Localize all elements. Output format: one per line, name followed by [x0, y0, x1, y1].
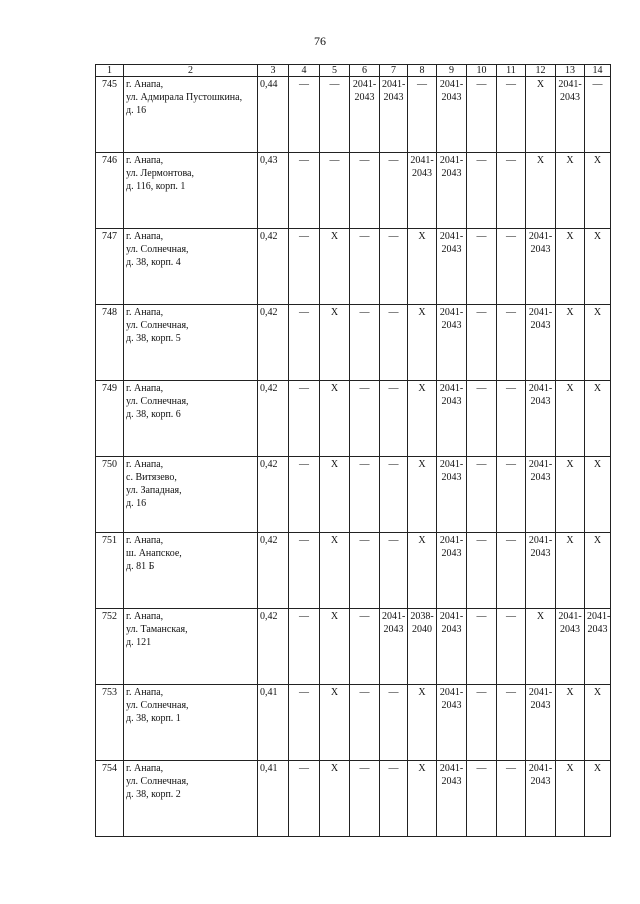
period-cell: — — [350, 609, 380, 685]
period-cell: X — [556, 229, 585, 305]
period-cell: 2041- 2043 — [526, 533, 556, 609]
row-number-cell: 752 — [96, 609, 124, 685]
column-header: 7 — [380, 65, 408, 77]
period-cell: — — [467, 229, 497, 305]
period-cell: — — [289, 609, 320, 685]
period-cell: — — [320, 153, 350, 229]
period-cell: 2041- 2043 — [437, 685, 467, 761]
period-cell: X — [585, 761, 611, 837]
period-cell: 2041- 2043 — [437, 381, 467, 457]
period-cell: — — [289, 153, 320, 229]
period-cell: X — [556, 153, 585, 229]
value-cell: 0,42 — [258, 457, 289, 533]
period-cell: 2041- 2043 — [526, 685, 556, 761]
header-row — [96, 65, 611, 77]
table-row — [96, 533, 611, 609]
period-cell: 2041- 2043 — [437, 609, 467, 685]
period-cell: 2041- 2043 — [437, 457, 467, 533]
period-cell: 2041- 2043 — [408, 153, 437, 229]
period-cell: — — [467, 77, 497, 153]
period-cell: — — [497, 381, 526, 457]
period-cell: 2041- 2043 — [585, 609, 611, 685]
period-cell: — — [497, 77, 526, 153]
table-row — [96, 153, 611, 229]
period-cell: — — [289, 685, 320, 761]
period-cell: X — [526, 77, 556, 153]
column-header: 6 — [350, 65, 380, 77]
period-cell: 2041- 2043 — [380, 609, 408, 685]
row-number-cell: 751 — [96, 533, 124, 609]
period-cell: X — [556, 761, 585, 837]
value-cell: 0,43 — [258, 153, 289, 229]
data-table — [95, 64, 611, 837]
period-cell: — — [289, 305, 320, 381]
row-number-cell: 745 — [96, 77, 124, 153]
table-row — [96, 381, 611, 457]
period-cell: 2041- 2043 — [437, 761, 467, 837]
period-cell: 2041- 2043 — [526, 229, 556, 305]
value-cell: 0,44 — [258, 77, 289, 153]
period-cell: — — [497, 229, 526, 305]
period-cell: X — [556, 457, 585, 533]
period-cell: X — [320, 229, 350, 305]
address-cell: г. Анапа, ш. Анапское, д. 81 Б — [124, 533, 258, 609]
period-cell: X — [585, 533, 611, 609]
page-number: 76 — [314, 34, 326, 48]
period-cell: X — [408, 305, 437, 381]
period-cell: — — [350, 761, 380, 837]
period-cell: — — [585, 77, 611, 153]
row-number-cell: 754 — [96, 761, 124, 837]
period-cell: — — [467, 381, 497, 457]
period-cell: — — [350, 685, 380, 761]
period-cell: — — [467, 609, 497, 685]
column-header: 3 — [258, 65, 289, 77]
period-cell: — — [289, 457, 320, 533]
row-number-cell: 748 — [96, 305, 124, 381]
period-cell: X — [320, 457, 350, 533]
address-cell: г. Анапа, с. Витязево, ул. Западная, д. 16 — [124, 457, 258, 533]
period-cell: X — [585, 381, 611, 457]
period-cell: — — [380, 761, 408, 837]
period-cell: X — [556, 533, 585, 609]
value-cell: 0,42 — [258, 381, 289, 457]
period-cell: 2041- 2043 — [437, 229, 467, 305]
period-cell: X — [408, 533, 437, 609]
period-cell: — — [467, 533, 497, 609]
value-cell: 0,42 — [258, 609, 289, 685]
period-cell: — — [467, 457, 497, 533]
period-cell: 2041- 2043 — [350, 77, 380, 153]
column-header: 13 — [556, 65, 585, 77]
period-cell: — — [497, 761, 526, 837]
period-cell: — — [467, 685, 497, 761]
value-cell: 0,42 — [258, 229, 289, 305]
period-cell: — — [320, 77, 350, 153]
address-cell: г. Анапа, ул. Солнечная, д. 38, корп. 1 — [124, 685, 258, 761]
column-header: 10 — [467, 65, 497, 77]
table-row — [96, 685, 611, 761]
period-cell: X — [526, 609, 556, 685]
period-cell: — — [497, 305, 526, 381]
period-cell: X — [408, 761, 437, 837]
period-cell: X — [526, 153, 556, 229]
period-cell: — — [350, 533, 380, 609]
column-header: 5 — [320, 65, 350, 77]
address-cell: г. Анапа, ул. Солнечная, д. 38, корп. 2 — [124, 761, 258, 837]
period-cell: X — [320, 685, 350, 761]
period-cell: 2038- 2040 — [408, 609, 437, 685]
period-cell: X — [585, 153, 611, 229]
period-cell: — — [350, 457, 380, 533]
period-cell: — — [380, 533, 408, 609]
period-cell: 2041- 2043 — [380, 77, 408, 153]
row-number-cell: 753 — [96, 685, 124, 761]
period-cell: 2041- 2043 — [437, 77, 467, 153]
table-row — [96, 77, 611, 153]
period-cell: X — [585, 229, 611, 305]
period-cell: — — [289, 533, 320, 609]
period-cell: — — [380, 685, 408, 761]
column-header: 1 — [96, 65, 124, 77]
period-cell: — — [497, 685, 526, 761]
period-cell: — — [380, 153, 408, 229]
table-row — [96, 609, 611, 685]
table-row — [96, 305, 611, 381]
period-cell: — — [350, 229, 380, 305]
column-header: 14 — [585, 65, 611, 77]
period-cell: — — [408, 77, 437, 153]
period-cell: 2041- 2043 — [526, 305, 556, 381]
period-cell: X — [556, 305, 585, 381]
period-cell: X — [320, 305, 350, 381]
column-header: 9 — [437, 65, 467, 77]
period-cell: X — [585, 685, 611, 761]
table-row — [96, 761, 611, 837]
period-cell: — — [380, 457, 408, 533]
address-cell: г. Анапа, ул. Лермонтова, д. 116, корп. 1 — [124, 153, 258, 229]
value-cell: 0,42 — [258, 533, 289, 609]
address-cell: г. Анапа, ул. Солнечная, д. 38, корп. 4 — [124, 229, 258, 305]
address-cell: г. Анапа, ул. Адмирала Пустошкина, д. 16 — [124, 77, 258, 153]
period-cell: — — [497, 457, 526, 533]
period-cell: — — [289, 381, 320, 457]
period-cell: X — [556, 685, 585, 761]
period-cell: — — [350, 305, 380, 381]
value-cell: 0,41 — [258, 761, 289, 837]
period-cell: X — [320, 609, 350, 685]
row-number-cell: 746 — [96, 153, 124, 229]
period-cell: — — [380, 229, 408, 305]
period-cell: X — [320, 533, 350, 609]
period-cell: X — [408, 685, 437, 761]
row-number-cell: 747 — [96, 229, 124, 305]
period-cell: — — [350, 153, 380, 229]
table-row — [96, 457, 611, 533]
period-cell: — — [350, 381, 380, 457]
value-cell: 0,42 — [258, 305, 289, 381]
period-cell: X — [585, 457, 611, 533]
period-cell: — — [289, 761, 320, 837]
period-cell: — — [467, 761, 497, 837]
period-cell: — — [380, 305, 408, 381]
period-cell: X — [408, 229, 437, 305]
period-cell: 2041- 2043 — [437, 305, 467, 381]
column-header: 4 — [289, 65, 320, 77]
period-cell: X — [408, 457, 437, 533]
period-cell: — — [497, 609, 526, 685]
period-cell: — — [497, 533, 526, 609]
row-number-cell: 749 — [96, 381, 124, 457]
period-cell: 2041- 2043 — [526, 381, 556, 457]
period-cell: X — [320, 761, 350, 837]
column-header: 12 — [526, 65, 556, 77]
period-cell: — — [497, 153, 526, 229]
period-cell: 2041- 2043 — [437, 153, 467, 229]
period-cell: 2041- 2043 — [437, 533, 467, 609]
period-cell: 2041- 2043 — [526, 457, 556, 533]
column-header: 11 — [497, 65, 526, 77]
address-cell: г. Анапа, ул. Таманская, д. 121 — [124, 609, 258, 685]
row-number-cell: 750 — [96, 457, 124, 533]
column-header: 2 — [124, 65, 258, 77]
column-header: 8 — [408, 65, 437, 77]
address-cell: г. Анапа, ул. Солнечная, д. 38, корп. 5 — [124, 305, 258, 381]
table-row — [96, 229, 611, 305]
address-cell: г. Анапа, ул. Солнечная, д. 38, корп. 6 — [124, 381, 258, 457]
period-cell: X — [320, 381, 350, 457]
period-cell: X — [408, 381, 437, 457]
period-cell: — — [380, 381, 408, 457]
value-cell: 0,41 — [258, 685, 289, 761]
period-cell: 2041- 2043 — [556, 77, 585, 153]
period-cell: — — [289, 229, 320, 305]
period-cell: X — [556, 381, 585, 457]
period-cell: — — [289, 77, 320, 153]
period-cell: — — [467, 153, 497, 229]
period-cell: — — [467, 305, 497, 381]
period-cell: 2041- 2043 — [526, 761, 556, 837]
period-cell: X — [585, 305, 611, 381]
period-cell: 2041- 2043 — [556, 609, 585, 685]
